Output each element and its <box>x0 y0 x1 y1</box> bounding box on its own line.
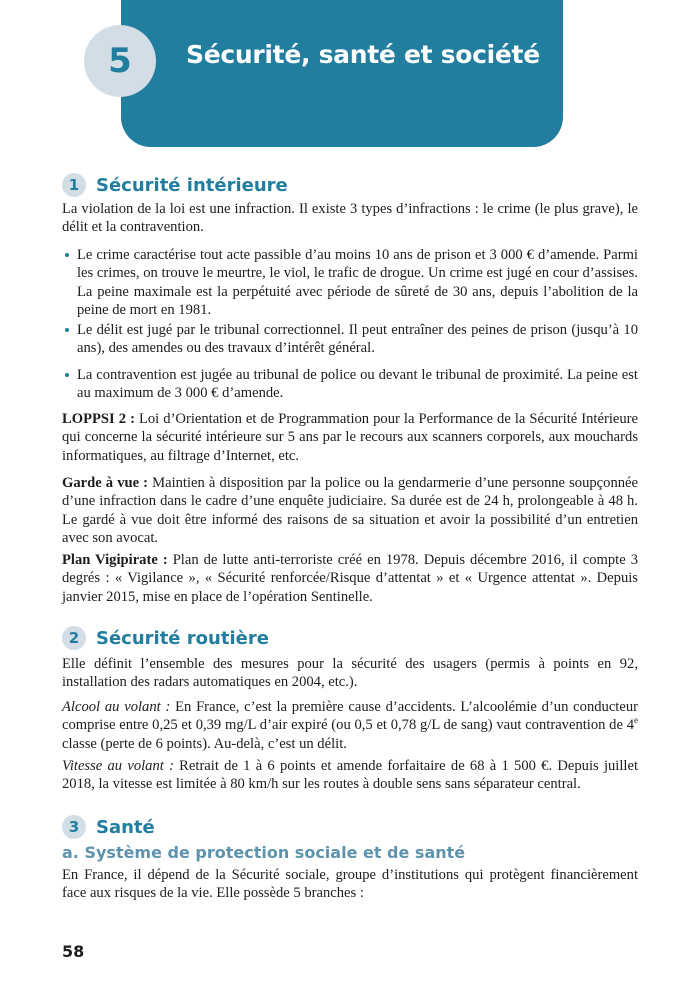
section-number: 1 <box>62 173 86 197</box>
definition-term: Garde à vue : <box>62 475 149 491</box>
definition-text: Maintien à disposition par la police ou la gendarmerie d’une personne soupçonnée d’une infraction dans le cadre d’une enquête judiciaire. Sa durée est de 24 h, prolongeable à 48 h. Le gardé à vue doit être informé des raisons de sa situation et avoir la possibilité d’un entretien avec son avocat. <box>62 475 638 547</box>
chapter-title: Sécurité, santé et société <box>186 40 540 69</box>
definition-term: LOPPSI 2 : <box>62 411 135 427</box>
section-number: 2 <box>62 626 86 650</box>
definition-vigipirate <box>62 551 638 606</box>
section-2-intro: Elle définit l’ensemble des mesures pour la sécurité des usagers (permis à points en 92, installation des radars automatiques en 2004, etc.). <box>62 656 638 691</box>
definition-text: classe (perte de 6 points). Au-delà, c’est un délit. <box>62 735 347 752</box>
definition-garde-a-vue <box>62 474 638 548</box>
list-item <box>77 246 638 320</box>
chapter-number: 5 <box>84 25 156 97</box>
definition-text: Plan de lutte anti-terroriste créé en 1978. Depuis décembre 2016, il compte 3 degrés : « Vigilance », « Sécurité renforcée/Risque d’attentat » et « Urgence attentat ». Depuis janvier 2015, mise en place de l’opération Sentinelle. <box>62 552 638 605</box>
definition-term: Vitesse au volant : <box>62 758 174 774</box>
section-title: Sécurité routière <box>96 627 269 649</box>
list-item-text: La contravention est jugée au tribunal de police ou devant le tribunal de proximité. La peine est au maximum de 3 000 € d’amende. <box>77 367 638 402</box>
page-number: 58 <box>62 942 85 961</box>
alcool-paragraph <box>62 698 638 753</box>
bullet-icon <box>65 373 69 377</box>
section-3-heading <box>62 815 155 839</box>
vitesse-paragraph <box>62 757 638 794</box>
definition-loppsi <box>62 410 638 465</box>
list-item <box>77 366 638 403</box>
section-2-heading <box>62 626 269 650</box>
definition-text: En France, c’est la première cause d’accidents. L’alcoolémie d’un conducteur comprise entre 0,25 et 0,39 mg/L d’air expiré (ou 0,5 et 0,78 g/L de sang) vaut contravention de 4 <box>62 699 638 734</box>
list-item-text: Le délit est jugé par le tribunal correctionnel. Il peut entraîner des peines de prison (jusqu’à 10 ans), des amendes ou des travaux d’intérêt général. <box>77 322 638 357</box>
list-item <box>77 321 638 358</box>
definition-text: Loi d’Orientation et de Programmation pour la Performance de la Sécurité Intérieure qui concerne la sécurité intérieure sur 5 ans par le recours aux scanners corporels, aux mouchards informatiques, au filtrage d’Internet, etc. <box>62 411 638 464</box>
section-3-text: En France, il dépend de la Sécurité sociale, groupe d’institutions qui protègent financièrement face aux risques de la vie. Elle possède 5 branches : <box>62 867 638 902</box>
section-title: Santé <box>96 816 155 838</box>
definition-term: Plan Vigipirate : <box>62 552 168 568</box>
superscript: e <box>634 715 638 726</box>
chapter-banner <box>121 0 563 147</box>
section-number: 3 <box>62 815 86 839</box>
section-title: Sécurité intérieure <box>96 174 288 196</box>
definition-term: Alcool au volant : <box>62 699 171 715</box>
subsection-a-heading: a. Système de protection sociale et de santé <box>62 843 466 862</box>
section-1-heading <box>62 173 288 197</box>
bullet-icon <box>65 328 69 332</box>
bullet-icon <box>65 253 69 257</box>
definition-text: Retrait de 1 à 6 points et amende forfaitaire de 68 à 1 500 €. Depuis juillet 2018, la vitesse est limitée à 80 km/h sur les routes à double sens sans séparateur central. <box>62 758 638 793</box>
list-item-text: Le crime caractérise tout acte passible d’au moins 10 ans de prison et 3 000 € d’amende. Parmi les crimes, on trouve le meurtre, le viol, le trafic de drogue. Un crime est jugé en cour d’assises. La peine maximale est la perpétuité avec période de sûreté de 30 ans, depuis l’abolition de la peine de mort en 1981. <box>77 247 638 319</box>
section-1-intro: La violation de la loi est une infraction. Il existe 3 types d’infractions : le crime (le plus grave), le délit et la contravention. <box>62 201 638 236</box>
